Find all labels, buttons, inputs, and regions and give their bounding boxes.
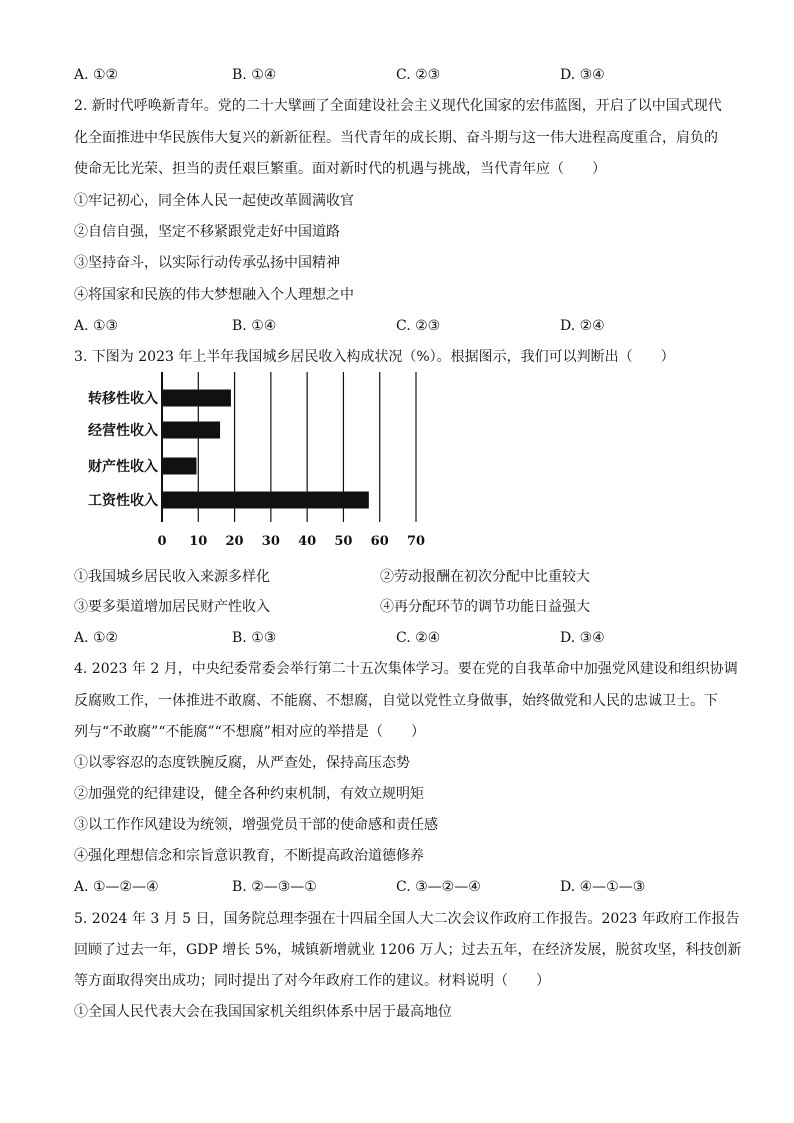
q3-option-b[interactable]: B. ①③ — [232, 630, 277, 646]
category-label: 工资性收入 — [88, 493, 158, 509]
q3-item-1: ①我国城乡居民收入来源多样化 — [74, 569, 270, 585]
q2-stem-line-3: 使命无比光荣、担当的责任艰巨繁重。面对新时代的机遇与挑战，当代青年应（ ） — [74, 161, 606, 177]
x-tick-label: 20 — [225, 534, 244, 549]
q3-option-a[interactable]: A. ①② — [74, 630, 119, 646]
x-tick-label: 60 — [370, 534, 389, 549]
chart-bars — [162, 390, 369, 509]
x-tick-label: 10 — [189, 534, 208, 549]
q4-stem-line-3: 列与“不敢腐”“不能腐”“不想腐”相对应的举措是（ ） — [74, 724, 425, 740]
q3-item-2: ②劳动报酬在初次分配中比重较大 — [380, 569, 590, 585]
category-label: 财产性收入 — [88, 459, 158, 475]
q3-option-d[interactable]: D. ③④ — [560, 630, 605, 646]
q1-options — [74, 66, 734, 84]
x-tick-label: 0 — [157, 534, 167, 549]
q4-option-a[interactable]: A. ①—②—④ — [74, 879, 159, 895]
q1-option-d[interactable]: D. ③④ — [560, 67, 605, 83]
bar-4 — [162, 492, 369, 509]
q2-option-b[interactable]: B. ①④ — [232, 318, 277, 334]
x-tick-label: 50 — [334, 534, 353, 549]
q2-stem-line-2: 化全面推进中华民族伟大复兴的新新征程。当代青年的成长期、奋斗期与这一伟大进程高度重合，肩负的 — [74, 130, 718, 146]
x-tick-label: 70 — [406, 534, 426, 549]
q4-item-4: ④强化理想信念和宗旨意识教育，不断提高政治道德修养 — [74, 848, 424, 864]
q5-item-1: ①全国人民代表大会在我国国家机关组织体系中居于最高地位 — [74, 1004, 452, 1020]
income-bar-chart — [74, 372, 434, 552]
q2-option-d[interactable]: D. ②④ — [560, 318, 605, 334]
q4-item-1: ①以零容忍的态度铁腕反腐，从严查处，保持高压态势 — [74, 755, 410, 771]
category-label: 转移性收入 — [88, 391, 158, 407]
q1-option-a[interactable]: A. ①② — [74, 67, 119, 83]
q3-item-3: ③要多渠道增加居民财产性收入 — [74, 599, 270, 615]
q4-options — [74, 878, 734, 896]
q2-item-1: ①牢记初心，同全体人民一起使改革圆满收官 — [74, 193, 354, 209]
q1-option-c[interactable]: C. ②③ — [396, 67, 441, 83]
q5-stem-line-1: 5. 2024 年 3 月 5 日，国务院总理李强在十四届全国人大二次会议作政府工作报告。2023 年政府工作报告 — [74, 911, 740, 927]
chart-category-labels — [88, 390, 158, 509]
q2-option-c[interactable]: C. ②③ — [396, 318, 441, 334]
q2-option-a[interactable]: A. ①③ — [74, 318, 119, 334]
q3-item-4: ④再分配环节的调节功能日益强大 — [380, 599, 590, 615]
q4-option-d[interactable]: D. ④—①—③ — [560, 879, 646, 895]
q2-item-3: ③坚持奋斗，以实际行动传承弘扬中国精神 — [74, 255, 340, 271]
q2-item-4: ④将国家和民族的伟大梦想融入个人理想之中 — [74, 287, 354, 303]
q4-option-c[interactable]: C. ③—②—④ — [396, 879, 481, 895]
q3-options — [74, 629, 734, 647]
q4-option-b[interactable]: B. ②—③—① — [232, 879, 317, 895]
q4-stem-line-2: 反腐败工作，一体推进不敢腐、不能腐、不想腐，自觉以党性立身做事，始终做党和人民的忠诚卫士。下 — [74, 693, 718, 709]
q1-option-b[interactable]: B. ①④ — [232, 67, 277, 83]
x-tick-label: 30 — [261, 534, 280, 549]
q5-stem-line-3: 等方面取得突出成功；同时提出了对今年政府工作的建议。材料说明（ ） — [74, 973, 550, 989]
chart-tick-labels — [157, 534, 425, 549]
bar-3 — [162, 458, 196, 475]
bar-1 — [162, 390, 231, 407]
q4-stem-line-1: 4. 2023 年 2 月，中央纪委常委会举行第二十五次集体学习。要在党的自我革命中加强党风建设和组织协调 — [74, 661, 738, 677]
bar-2 — [162, 422, 220, 439]
q2-item-2: ②自信自强，坚定不移紧跟党走好中国道路 — [74, 224, 340, 240]
q2-stem-line-1: 2. 新时代呼唤新青年。党的二十大擘画了全面建设社会主义现代化国家的宏伟蓝图，开启了以中国式现代 — [74, 98, 722, 114]
q2-options — [74, 317, 734, 335]
q3-option-c[interactable]: C. ②④ — [396, 630, 441, 646]
q4-item-3: ③以工作作风建设为统领，增强党员干部的使命感和责任感 — [74, 817, 438, 833]
q3-stem: 3. 下图为 2023 年上半年我国城乡居民收入构成状况（%）。根据图示，我们可以判断出（ ） — [74, 349, 675, 365]
x-tick-label: 40 — [298, 534, 317, 549]
q4-item-2: ②加强党的纪律建设，健全各种约束机制，有效立规明矩 — [74, 786, 424, 802]
category-label: 经营性收入 — [88, 423, 158, 439]
q5-stem-line-2: 回顾了过去一年，GDP 增长 5%，城镇新增就业 1206 万人；过去五年，在经济发展，脱贫攻坚，科技创新 — [74, 942, 742, 958]
